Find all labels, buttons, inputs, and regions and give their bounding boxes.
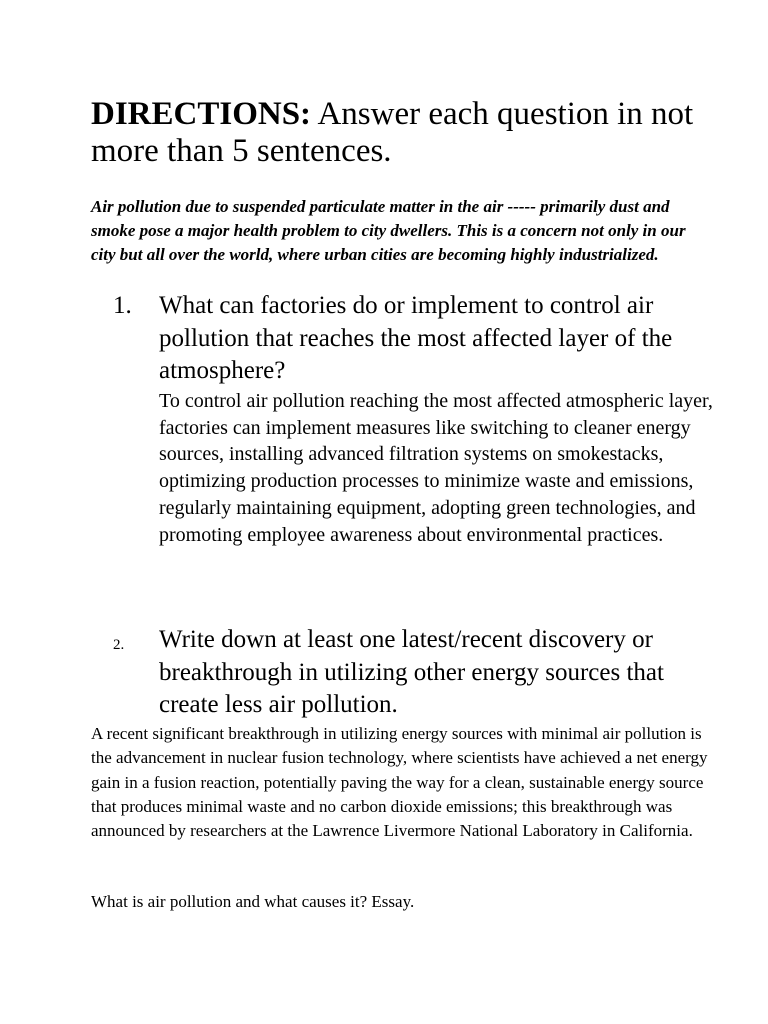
directions-label: DIRECTIONS:	[91, 96, 312, 132]
directions-text: Answer each question in not more than 5 sentences.	[91, 96, 694, 169]
question-2-text: Write down at least one latest/recent discovery or breakthrough in utilizing other energy sources that create less air pollution.	[159, 626, 664, 718]
intro-paragraph: Air pollution due to suspended particulate matter in the air ----- primarily dust and smoke pose a major health problem to city dwellers. This is a concern not only in our city but all over the world, where urban cities are becoming highly industrialized.	[91, 197, 686, 264]
essay-title-line: What is air pollution and what causes it? Essay.	[91, 892, 415, 911]
answer-2-text: A recent significant breakthrough in utilizing energy sources with minimal air pollution is the advancement in nuclear fusion technology, where scientists have achieved a net energy gain in a fusion reaction, potentially paving the way for a clean, sustainable energy source that produces minimal waste and no carbon dioxide emissions; this breakthrough was announced by researchers at the Lawrence Livermore National Laboratory in California.	[91, 724, 708, 841]
directions-heading	[91, 96, 711, 170]
question-1-number: 1.	[113, 292, 132, 319]
answer-1-text: To control air pollution reaching the most affected atmospheric layer, factories can implement measures like switching to cleaner energy sources, installing advanced filtration systems on smokestacks, optimizing production processes to minimize waste and emissions, regularly maintaining equipment, adopting green technologies, and promoting employee awareness about environmental practices.	[159, 390, 713, 546]
question-1-text: What can factories do or implement to control air pollution that reaches the most affected layer of the atmosphere?	[159, 292, 673, 384]
question-2-number: 2.	[113, 637, 125, 653]
